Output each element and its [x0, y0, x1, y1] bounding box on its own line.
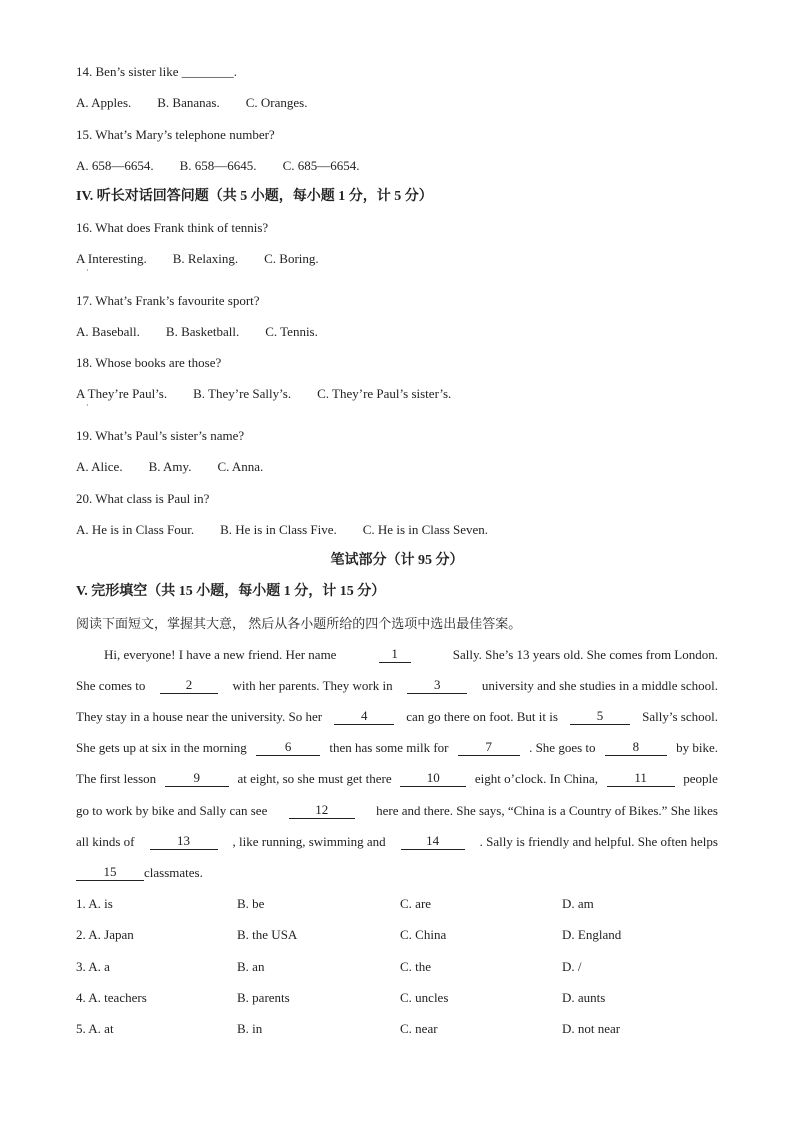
question-16-options	[76, 251, 345, 267]
passage-text: here and there. She says, “China is a Country of Bikes.” She likes	[376, 803, 718, 818]
stray-dot: ·	[86, 266, 89, 275]
option: B. They’re Sally’s.	[193, 386, 292, 401]
option: B. 658—6645.	[179, 158, 257, 173]
choice-c: C. the	[400, 959, 432, 974]
option: B. Amy.	[148, 459, 192, 474]
passage-text: Hi, everyone! I have a new friend. Her name	[104, 647, 337, 662]
choice-a: 3. A. a	[76, 959, 110, 974]
question-17-options	[76, 324, 344, 340]
choice-c: C. are	[400, 896, 432, 911]
option: A. 658—6654.	[76, 158, 154, 173]
passage-text: , like running, swimming and	[232, 834, 386, 849]
question-17: 17. What’s Frank’s favourite sport?	[76, 293, 260, 308]
passage-line	[76, 740, 718, 756]
passage-text: She gets up at six in the morning	[76, 740, 247, 755]
question-19: 19. What’s Paul’s sister’s name?	[76, 428, 245, 443]
passage-text: classmates.	[144, 865, 203, 880]
section-5-instruction: 阅读下面短文，掌握其大意， 然后从各小题所给的四个选项中选出最佳答案。	[76, 616, 522, 631]
choice-a: 1. A. is	[76, 896, 113, 911]
choice-b: B. the USA	[237, 927, 298, 942]
choice-row	[76, 896, 718, 912]
choice-row	[76, 1021, 718, 1037]
option: B. Relaxing.	[172, 251, 239, 266]
blank: 5	[570, 709, 630, 725]
option: C. Oranges.	[245, 95, 308, 110]
option: C. He is in Class Seven.	[362, 522, 489, 537]
question-20: 20. What class is Paul in?	[76, 491, 210, 506]
question-18-options	[76, 386, 477, 402]
option: B. He is in Class Five.	[220, 522, 337, 537]
passage-text: The first lesson	[76, 771, 157, 786]
passage-text: Sally. She’s 13 years old. She comes from London.	[452, 647, 718, 662]
question-15-options	[76, 158, 385, 174]
option: C. Tennis.	[265, 324, 318, 339]
passage-text: with her parents. They work in	[232, 678, 393, 693]
choice-b: B. in	[237, 1021, 263, 1036]
blank: 2	[160, 678, 218, 694]
passage-text: university and she studies in a middle school.	[481, 678, 718, 693]
passage-text: They stay in a house near the university. So her	[76, 709, 323, 724]
blank: 14	[401, 834, 465, 850]
choice-row	[76, 927, 718, 943]
question-19-options	[76, 459, 289, 475]
question-14: 14. Ben’s sister like ________.	[76, 64, 238, 79]
blank: 15	[76, 865, 144, 881]
section-5-heading: V. 完形填空（共 15 小题，每小题 1 分，计 15 分）	[76, 584, 386, 599]
passage-text: . Sally is friendly and helpful. She often helps	[479, 834, 718, 849]
passage-text: can go there on foot. But it is	[406, 709, 558, 724]
passage-text: people	[683, 771, 718, 786]
passage-line	[76, 771, 718, 787]
choice-d: D. /	[562, 959, 582, 974]
option: B. Bananas.	[157, 95, 220, 110]
question-14-options	[76, 95, 333, 111]
blank: 12	[289, 803, 355, 819]
passage-line	[76, 803, 718, 819]
choice-b: B. parents	[237, 990, 290, 1005]
passage-text: then has some milk for	[329, 740, 449, 755]
option: C. Anna.	[217, 459, 264, 474]
blank: 4	[334, 709, 394, 725]
passage-text: at eight, so she must get there	[237, 771, 392, 786]
choice-a: 4. A. teachers	[76, 990, 147, 1005]
choice-a: 5. A. at	[76, 1021, 114, 1036]
choice-c: C. uncles	[400, 990, 449, 1005]
choice-c: C. China	[400, 927, 447, 942]
choice-d: D. am	[562, 896, 594, 911]
option: C. 685—6654.	[282, 158, 360, 173]
question-16: 16. What does Frank think of tennis?	[76, 220, 269, 235]
question-20-options	[76, 522, 514, 538]
choice-b: B. be	[237, 896, 265, 911]
question-18: 18. Whose books are those?	[76, 355, 222, 370]
passage-line	[76, 709, 718, 725]
option: A Interesting.	[76, 251, 147, 266]
blank: 10	[400, 771, 466, 787]
choice-b: B. an	[237, 959, 265, 974]
blank: 1	[379, 647, 411, 663]
option: A. He is in Class Four.	[76, 522, 195, 537]
choice-a: 2. A. Japan	[76, 927, 134, 942]
passage-text: Sally’s school.	[642, 709, 718, 724]
choice-row	[76, 990, 718, 1006]
option: A They’re Paul’s.	[76, 386, 168, 401]
blank: 6	[256, 740, 320, 756]
passage-line	[76, 834, 718, 850]
blank: 8	[605, 740, 667, 756]
choice-c: C. near	[400, 1021, 438, 1036]
passage-text: go to work by bike and Sally can see	[76, 803, 268, 818]
choice-d: D. aunts	[562, 990, 606, 1005]
passage-line	[76, 865, 718, 881]
section-4-heading: IV. 听长对话回答问题（共 5 小题，每小题 1 分，计 5 分）	[76, 189, 433, 204]
choice-d: D. England	[562, 927, 622, 942]
passage-text: by bike.	[676, 740, 718, 755]
question-15: 15. What’s Mary’s telephone number?	[76, 127, 275, 142]
passage-text: eight o’clock. In China,	[474, 771, 598, 786]
blank: 13	[150, 834, 218, 850]
blank: 3	[407, 678, 467, 694]
passage-line	[76, 678, 718, 694]
stray-dot: ·	[86, 401, 89, 410]
written-part-title: 笔试部分（计 95 分）	[330, 553, 464, 568]
choice-d: D. not near	[562, 1021, 621, 1036]
option: C. They’re Paul’s sister’s.	[317, 386, 452, 401]
passage-text: . She goes to	[529, 740, 596, 755]
blank: 7	[458, 740, 520, 756]
blank: 9	[165, 771, 229, 787]
choice-row	[76, 959, 718, 975]
option: A. Alice.	[76, 459, 123, 474]
passage-text: She comes to	[76, 678, 146, 693]
option: B. Basketball.	[165, 324, 240, 339]
blank: 11	[607, 771, 675, 787]
option: C. Boring.	[264, 251, 319, 266]
passage-line	[76, 647, 718, 663]
option: A. Baseball.	[76, 324, 140, 339]
option: A. Apples.	[76, 95, 132, 110]
passage-text: all kinds of	[76, 834, 135, 849]
